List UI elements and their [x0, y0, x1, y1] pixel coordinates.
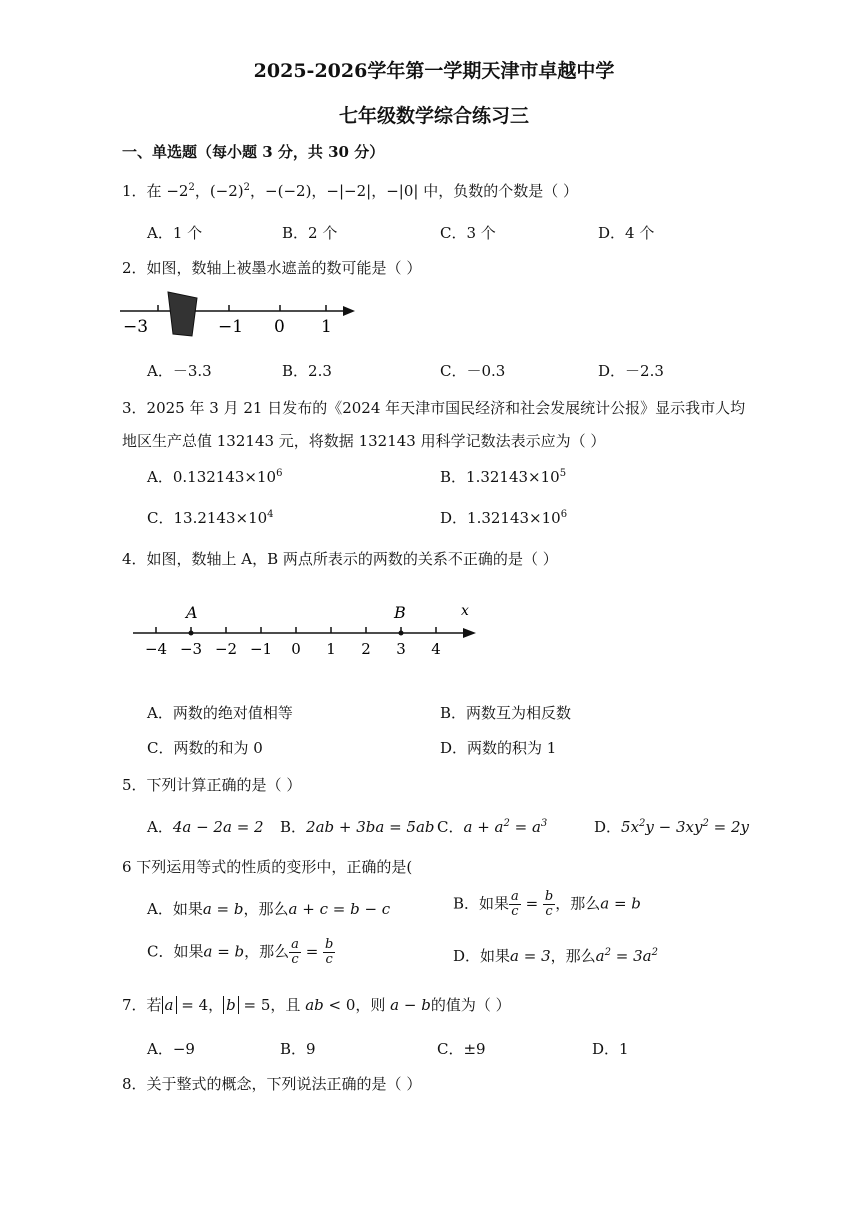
- question-2-number-line: [115, 288, 365, 343]
- question-4-option-c[interactable]: C．两数的和为 0: [147, 739, 263, 757]
- option-value: 13.2143×10: [173, 509, 268, 527]
- option-exponent: 5: [559, 468, 567, 479]
- question-8-stem: 8．关于整式的概念，下列说法正确的是（ ）: [122, 1075, 422, 1093]
- option-expression: 4a − 2a = 2: [172, 818, 264, 836]
- question-6-option-d[interactable]: [453, 945, 658, 966]
- option-then: ，那么: [243, 900, 289, 918]
- question-2-option-b[interactable]: B．2.3: [282, 362, 332, 380]
- question-3-option-a[interactable]: [147, 466, 282, 487]
- question-4-option-b[interactable]: B．两数互为相反数: [440, 704, 572, 722]
- question-7-option-c[interactable]: C．±9: [437, 1040, 486, 1058]
- question-6-option-c[interactable]: C．如果a = b，那么 $\frac{a}{c}$ = $\frac{b}{c}$: [147, 937, 334, 967]
- question-3-stem-line2: 地区生产总值 132143 元，将数据 132143 用科学记数法表示应为（ ）: [122, 432, 606, 450]
- question-1-prefix: 1．在: [122, 182, 162, 200]
- question-7-suffix: 的值为（ ）: [430, 996, 511, 1014]
- question-6-option-b[interactable]: B．如果 $\frac{a}{c}$ = $\frac{b}{c}$ ，那么a = b: [453, 889, 641, 919]
- option-value: 1.32143×10: [467, 509, 561, 527]
- question-5-option-a[interactable]: [147, 816, 264, 837]
- question-7-prefix: 7．若: [122, 996, 162, 1014]
- option-label: A．如果: [147, 900, 203, 918]
- question-6-stem: 6 下列运用等式的性质的变形中，正确的是(: [122, 858, 413, 876]
- option-expression: $5x^2y - 3xy^2 = 2y$: [621, 818, 749, 836]
- section-heading: 一、单选题（每小题 3 分，共 30 分）: [122, 143, 385, 161]
- option-label: B．: [440, 468, 467, 486]
- question-1-stem: [122, 180, 578, 201]
- option-condition: a = b: [202, 900, 244, 918]
- question-5-stem: 5．下列计算正确的是（ ）: [122, 776, 302, 794]
- question-1-option-a[interactable]: A．1 个: [147, 224, 203, 242]
- tick-label: 4: [431, 640, 441, 658]
- tick-label: 3: [396, 640, 406, 658]
- question-1-expressions: $-2^2$，$(-2)^2$，−(−2)，−|−2|，−|0|: [166, 182, 419, 200]
- option-label: C．如果: [147, 942, 204, 961]
- fraction-b-over-c: $\frac{b}{c}$: [544, 889, 554, 919]
- question-5-option-d[interactable]: [594, 816, 749, 837]
- question-1-option-c[interactable]: C．3 个: [440, 224, 496, 242]
- question-3-option-b[interactable]: [440, 466, 566, 487]
- question-7-conditions: a = 4， b = 5，且 ab < 0，则 a − b: [162, 996, 431, 1014]
- question-4-number-line: [128, 598, 488, 660]
- option-conclusion: $a^2 = 3a^2$: [595, 947, 658, 965]
- question-7-option-b[interactable]: B．9: [280, 1040, 316, 1058]
- page-title: 2025-2026学年第一学期天津市卓越中学: [253, 60, 615, 82]
- option-condition: a = 3: [510, 947, 551, 965]
- ink-blot-icon: [168, 292, 197, 336]
- page-subtitle: 七年级数学综合练习三: [338, 105, 529, 127]
- fraction-a-over-c: $\frac{a}{c}$: [511, 889, 519, 919]
- question-3-option-c[interactable]: [147, 507, 274, 528]
- question-7-option-d[interactable]: D．1: [592, 1040, 629, 1058]
- point-a-marker: [189, 631, 194, 636]
- point-b-marker: [399, 631, 404, 636]
- option-label: A．: [147, 818, 173, 836]
- option-conclusion: a + c = b − c: [288, 900, 391, 918]
- tick-label: −2: [214, 640, 238, 658]
- option-conclusion: a = b: [600, 894, 641, 913]
- question-3-option-d[interactable]: [440, 507, 567, 528]
- question-6-option-a[interactable]: [147, 898, 390, 919]
- option-expression: $a + a^2 = a^3$: [463, 818, 548, 836]
- option-label: B．如果: [453, 894, 510, 913]
- axis-label: 1: [321, 317, 332, 337]
- axis-variable-label: x: [461, 603, 469, 619]
- option-expression: 2ab + 3ba = 5ab: [306, 818, 435, 836]
- tick-label: −3: [179, 640, 203, 658]
- question-4-option-a[interactable]: A．两数的绝对值相等: [147, 704, 293, 722]
- question-4-stem: 4．如图，数轴上 A，B 两点所表示的两数的关系不正确的是（ ）: [122, 550, 558, 568]
- option-label: B．: [280, 818, 307, 836]
- tick-label: −4: [144, 640, 168, 658]
- question-2-stem: 2．如图，数轴上被墨水遮盖的数可能是（ ）: [122, 259, 422, 277]
- option-then: ，那么: [550, 947, 596, 965]
- option-label: A．: [147, 468, 173, 486]
- option-exponent: 6: [560, 509, 568, 520]
- option-condition: a = b: [203, 942, 245, 961]
- tick-label: 2: [361, 640, 371, 658]
- tick-label: 1: [326, 640, 336, 658]
- tick-label: −1: [249, 640, 273, 658]
- option-then: ，那么: [244, 942, 290, 961]
- question-3-stem-line1: 3．2025 年 3 月 21 日发布的《2024 年天津市国民经济和社会发展统计公报》显示我市人均: [122, 399, 746, 417]
- axis-label: −1: [218, 317, 244, 337]
- axis-label: −3: [123, 317, 149, 337]
- option-value: 1.32143×10: [466, 468, 560, 486]
- option-exponent: 4: [267, 509, 274, 520]
- question-7-stem: [122, 994, 511, 1015]
- option-label: D．: [440, 509, 468, 527]
- question-5-option-b[interactable]: [280, 816, 435, 837]
- option-label: D．如果: [453, 947, 511, 965]
- axis-label: 0: [274, 317, 285, 337]
- option-value: 0.132143×10: [172, 468, 277, 486]
- question-2-option-a[interactable]: A．－3.3: [147, 362, 212, 380]
- question-1-suffix: 中，负数的个数是（ ）: [423, 182, 578, 200]
- option-label: C．: [147, 509, 174, 527]
- question-7-option-a[interactable]: A．−9: [147, 1040, 195, 1058]
- option-label: D．: [594, 818, 622, 836]
- question-1-option-d[interactable]: D．4 个: [598, 224, 655, 242]
- fraction-a-over-c: $\frac{a}{c}$: [291, 937, 299, 967]
- question-2-option-d[interactable]: D．－2.3: [598, 362, 664, 380]
- question-2-option-c[interactable]: C．－0.3: [440, 362, 506, 380]
- tick-label: 0: [291, 640, 301, 658]
- option-exponent: 6: [276, 468, 283, 479]
- point-b-label: B: [394, 603, 406, 622]
- point-a-label: A: [186, 603, 198, 622]
- question-1-option-b[interactable]: B．2 个: [282, 224, 338, 242]
- fraction-b-over-c: $\frac{b}{c}$: [325, 937, 334, 967]
- question-4-option-d[interactable]: D．两数的积为 1: [440, 739, 557, 757]
- question-5-option-c[interactable]: [437, 816, 547, 837]
- option-label: C．: [437, 818, 464, 836]
- option-then: ，那么: [555, 894, 601, 913]
